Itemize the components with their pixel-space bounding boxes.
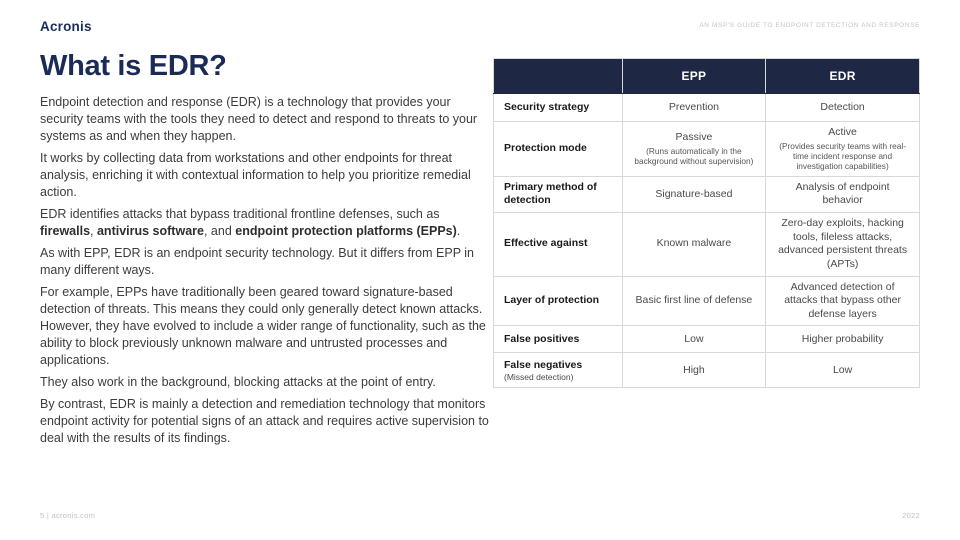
bold-term: firewalls [40,224,91,238]
row-label: Effective against [504,237,588,250]
text-segment: For example, EPPs have traditionally been geared toward signature-based detection of threats. This means they could only generally detect known attacks. However, they have evolved to include a wider range of functionality, such as the ability to block previously unknown malware and untrusted processes and applications. [40,285,486,367]
edr-value-cell [766,122,920,177]
acronis-logo: Acronis [40,19,92,34]
paragraph [40,206,490,240]
page-title: What is EDR? [40,50,227,82]
row-label-cell [494,353,623,388]
row-label: Primary method of detection [504,180,597,207]
epp-value-note: (Runs automatically in the background without supervision) [634,145,754,167]
edr-value: Active [828,126,857,138]
column-header-epp: EPP [622,59,766,94]
edr-value-cell [766,326,920,353]
epp-value-cell [622,213,766,277]
column-header-edr: EDR [766,59,920,94]
footer-year: 2022 [902,511,920,520]
epp-value: Basic first line of defense [635,294,753,307]
edr-value-cell [766,276,920,326]
table-row [494,176,920,212]
epp-value: Passive [675,131,713,144]
row-label: Security strategy [504,100,590,113]
epp-value: Known malware [656,237,732,250]
epp-value: Low [684,332,704,345]
edr-value-cell [766,353,920,388]
text-segment: It works by collecting data from workstations and other endpoints for threat analysis, enriching it with contextual information to help you prioritize remedial action. [40,151,471,199]
row-label: False positives [504,332,580,345]
text-segment: Endpoint detection and response (EDR) is a technology that provides your security teams with the tools they need to detect and respond to threats to your systems as and when they happen. [40,95,478,143]
epp-value-cell [622,276,766,326]
text-segment: , [90,224,97,238]
paragraph [40,396,490,447]
header-tagline: AN MSP'S GUIDE TO ENDPOINT DETECTION AND RESPONSE [699,22,920,29]
text-segment: By contrast, EDR is mainly a detection and remediation technology that monitors endpoint activity for potential signs of an attack and requires active supervision to deal with the results of its findings. [40,397,489,445]
row-label-cell [494,213,623,277]
row-label: False negatives [504,358,583,371]
edr-value: Low [832,363,853,376]
epp-value-cell [622,326,766,353]
edr-value: Analysis of endpoint behavior [795,180,890,207]
edr-value: Detection [820,100,865,113]
bold-term: antivirus software [96,224,204,238]
row-label-note: (Missed detection) [504,372,574,383]
edr-value: Higher probability [801,332,884,345]
table-header-row [494,59,920,94]
article-body [40,94,490,447]
table-corner-cell [494,59,623,94]
edr-value-cell [766,94,920,122]
epp-value-cell [622,122,766,177]
table-row [494,276,920,326]
row-label-cell [494,122,623,177]
row-label: Protection mode [504,142,587,155]
epp-value-cell [622,353,766,388]
edr-value: Advanced detection of attacks that bypass other defense layers [784,280,901,320]
text-segment: As with EPP, EDR is an endpoint security technology. But it differs from EPP in many different ways. [40,246,475,277]
table-row [494,213,920,277]
comparison-table [493,58,920,388]
paragraph [40,374,490,391]
epp-value: Signature-based [655,187,733,200]
paragraph [40,245,490,279]
comparison-table-section [493,58,920,388]
article-column [40,52,490,452]
paragraph [40,284,490,369]
footer-page-info: 5 | acronis.com [40,511,96,520]
row-label-cell [494,276,623,326]
edr-value-cell [766,213,920,277]
row-label-cell [494,326,623,353]
text-segment: . [456,224,461,238]
epp-value-cell [622,94,766,122]
table-row [494,326,920,353]
epp-value-cell [622,176,766,212]
text-segment: , and [203,224,236,238]
row-label-cell [494,94,623,122]
paragraph [40,94,490,145]
text-segment: EDR identifies attacks that bypass traditional frontline defenses, such as [40,207,440,221]
paragraph [40,150,490,201]
epp-value: High [683,363,705,376]
table-row [494,122,920,177]
bold-term: endpoint protection platforms (EPPs) [235,224,457,238]
table-row [494,353,920,388]
table-row [494,94,920,122]
edr-value-note: (Provides security teams with real-time incident response and investigation capabilities) [779,140,906,172]
edr-value-cell [766,176,920,212]
epp-value: Prevention [668,100,720,113]
row-label: Layer of protection [504,294,600,307]
text-segment: They also work in the background, blocking attacks at the point of entry. [40,375,436,389]
edr-value: Zero-day exploits, hacking tools, fileless attacks, advanced persistent threats (APTs) [778,217,908,270]
row-label-cell [494,176,623,212]
